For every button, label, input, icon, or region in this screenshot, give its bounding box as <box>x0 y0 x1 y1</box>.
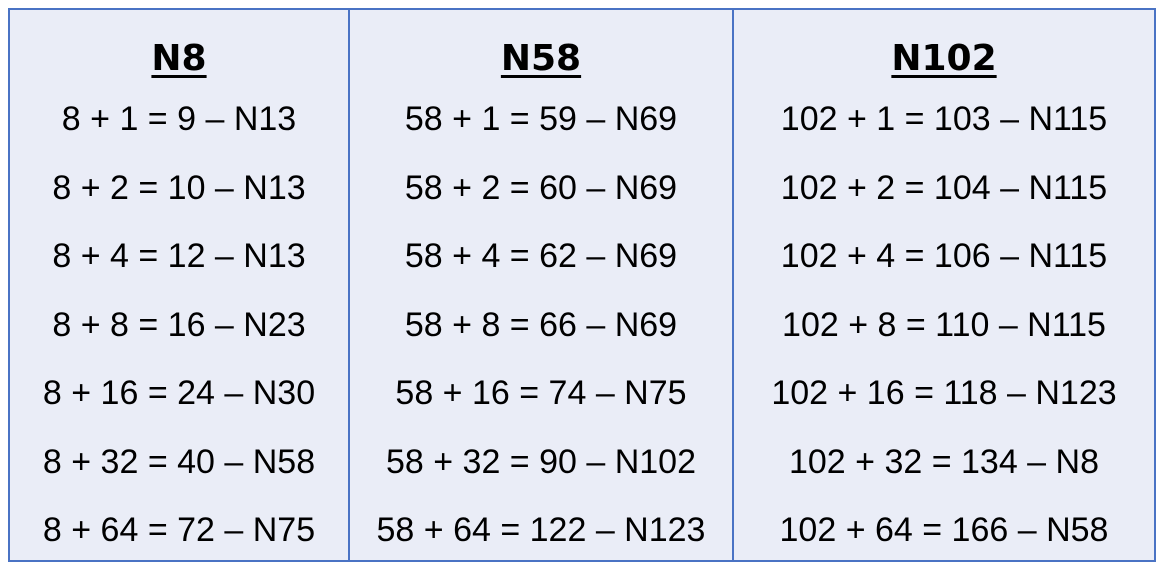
table-row: 102 + 32 = 134 – N8 <box>788 442 1100 481</box>
table-row: 102 + 8 = 110 – N115 <box>782 305 1106 344</box>
table-row: 102 + 1 = 103 – N115 <box>780 100 1108 138</box>
table-row: 58 + 32 = 90 – N102 <box>385 442 697 481</box>
column-n58 <box>348 10 732 560</box>
table-row: 102 + 16 = 118 – N123 <box>771 374 1117 412</box>
table-row: 58 + 8 = 66 – N69 <box>404 305 678 344</box>
table-row: 58 + 64 = 122 – N123 <box>376 511 706 549</box>
table-row: 8 + 32 = 40 – N58 <box>42 442 316 481</box>
row-list <box>771 100 1117 584</box>
table-row: 58 + 4 = 62 – N69 <box>404 237 678 275</box>
table-row: 8 + 64 = 72 – N75 <box>42 511 316 549</box>
column-title: N58 <box>500 38 582 79</box>
table-row: 8 + 4 = 12 – N13 <box>52 237 306 275</box>
row-list <box>42 100 316 584</box>
table-row: 8 + 2 = 10 – N13 <box>52 168 306 207</box>
column-n102 <box>732 10 1154 560</box>
table-row: 8 + 1 = 9 – N13 <box>61 100 297 138</box>
table-row: 58 + 1 = 59 – N69 <box>404 100 678 138</box>
table-row: 58 + 16 = 74 – N75 <box>395 374 687 412</box>
finger-table <box>8 8 1156 562</box>
table-row: 8 + 16 = 24 – N30 <box>42 374 316 412</box>
table-row: 8 + 8 = 16 – N23 <box>52 305 306 344</box>
table-row: 58 + 2 = 60 – N69 <box>404 168 678 207</box>
column-title: N8 <box>151 38 207 79</box>
table-row: 102 + 2 = 104 – N115 <box>780 168 1108 207</box>
column-n8 <box>10 10 348 560</box>
table-row: 102 + 4 = 106 – N115 <box>780 237 1108 275</box>
row-list <box>376 100 706 584</box>
column-title: N102 <box>891 38 997 79</box>
table-row: 102 + 64 = 166 – N58 <box>779 511 1109 549</box>
